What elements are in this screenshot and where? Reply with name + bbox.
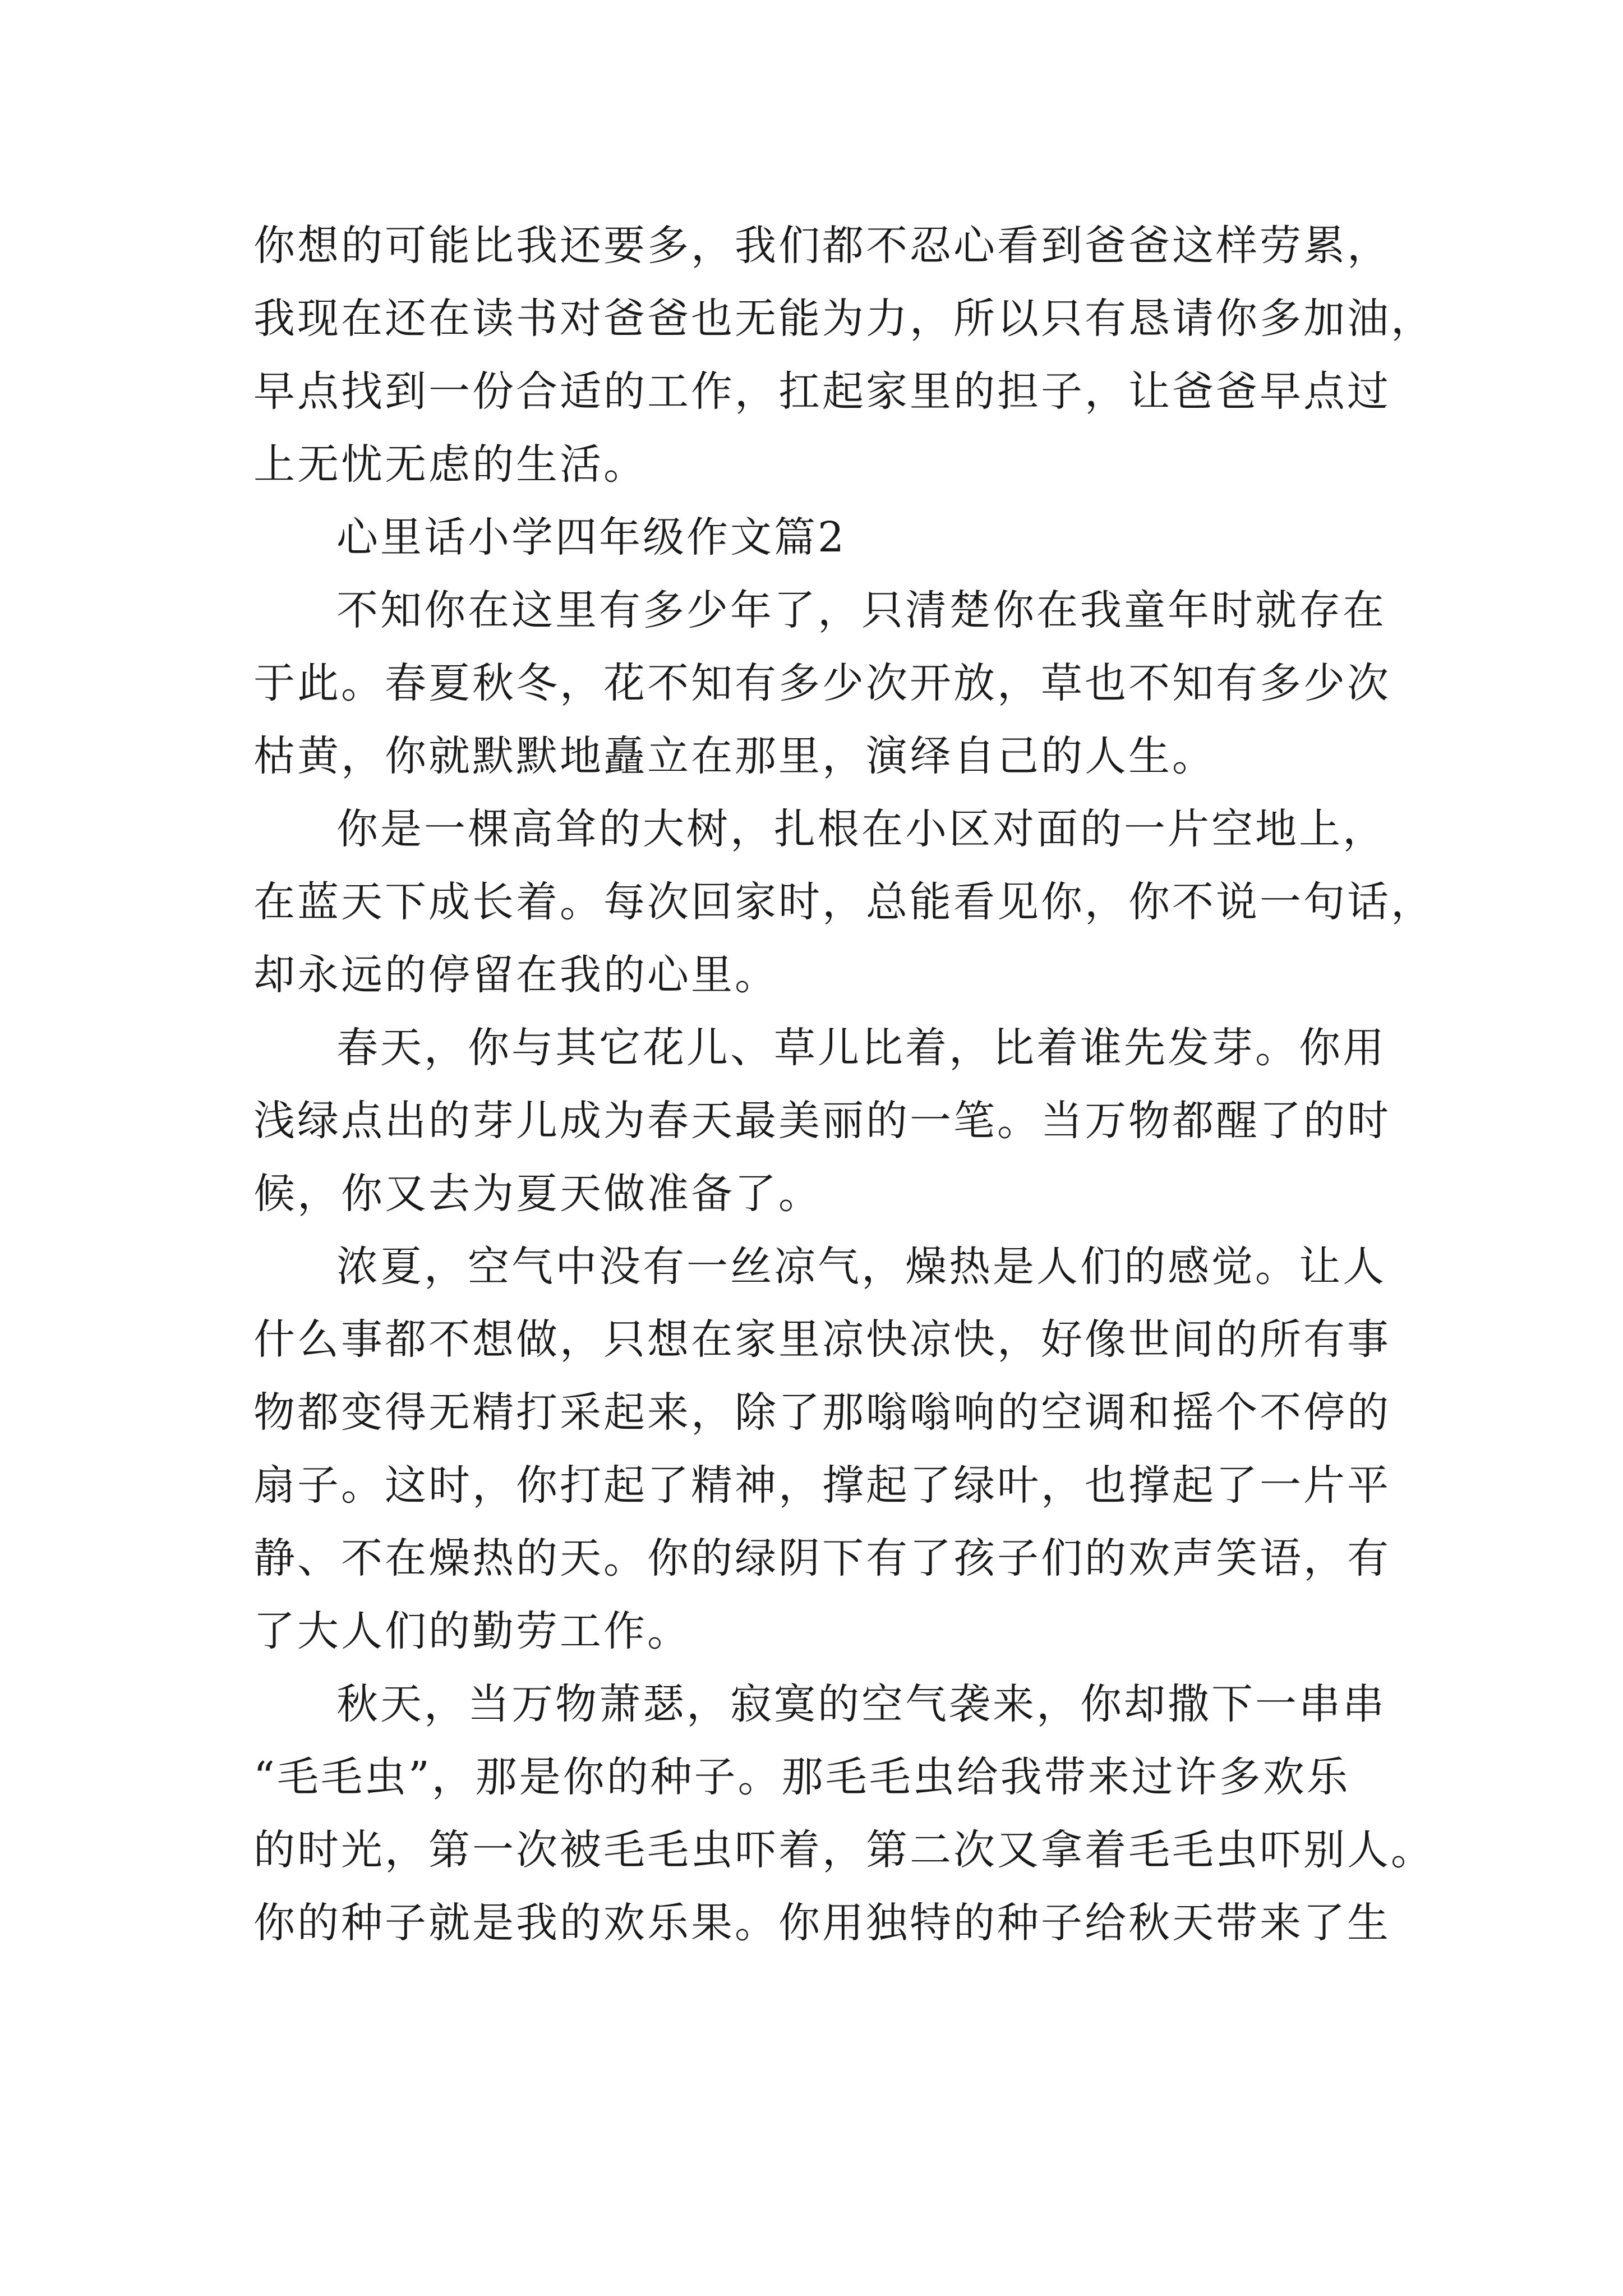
text-line: 秋天，当万物萧瑟，寂寞的空气袭来，你却撒下一串串 <box>336 1680 1386 1728</box>
text-line: 什么事都不想做，只想在家里凉快凉快，好像世间的所有事 <box>253 1315 1391 1364</box>
text-line: “毛毛虫”，那是你的种子。那毛毛虫给我带来过许多欢乐 <box>253 1753 1350 1801</box>
text-line: 静、不在燥热的天。你的绿阴下有了孩子们的欢声笑语，有 <box>253 1534 1391 1582</box>
text-line: 我现在还在读书对爸爸也无能为力，所以只有恳请你多加油， <box>253 295 1435 343</box>
text-line: 不知你在这里有多少年了，只清楚你在我童年时就存在 <box>336 586 1386 634</box>
text-line: 枯黄，你就默默地矗立在那里，演绎自己的人生。 <box>253 732 1216 780</box>
text-line: 候，你又去为夏天做准备了。 <box>253 1170 822 1218</box>
text-line: 浅绿点出的芽儿成为春天最美丽的一笔。当万物都醒了的时 <box>253 1097 1391 1145</box>
text-line: 你的种子就是我的欢乐果。你用独特的种子给秋天带来了生 <box>253 1899 1391 1947</box>
text-line: 早点找到一份合适的工作，扛起家里的担子，让爸爸早点过 <box>253 367 1391 416</box>
text-line: 物都变得无精打采起来，除了那嗡嗡响的空调和摇个不停的 <box>253 1388 1391 1437</box>
text-line: 你想的可能比我还要多，我们都不忍心看到爸爸这样劳累， <box>253 222 1391 270</box>
text-line: 在蓝天下成长着。每次回家时，总能看见你，你不说一句话， <box>253 878 1435 926</box>
text-line: 浓夏，空气中没有一丝凉气，燥热是人们的感觉。让人 <box>336 1243 1386 1291</box>
text-line: 你是一棵高耸的大树，扎根在小区对面的一片空地上， <box>336 805 1386 853</box>
text-line: 上无忧无虑的生活。 <box>253 440 647 489</box>
text-line: 扇子。这时，你打起了精神，撑起了绿叶，也撑起了一片平 <box>253 1461 1391 1510</box>
text-line: 却永远的停留在我的心里。 <box>253 951 778 999</box>
text-line: 于此。春夏秋冬，花不知有多少次开放，草也不知有多少次 <box>253 659 1391 707</box>
text-line: 春天，你与其它花儿、草儿比着，比着谁先发芽。你用 <box>336 1024 1386 1072</box>
text-line: 的时光，第一次被毛毛虫吓着，第二次又拿着毛毛虫吓别人。 <box>253 1826 1435 1874</box>
section-heading: 心里话小学四年级作文篇2 <box>336 513 847 562</box>
text-line: 了大人们的勤劳工作。 <box>253 1607 691 1655</box>
